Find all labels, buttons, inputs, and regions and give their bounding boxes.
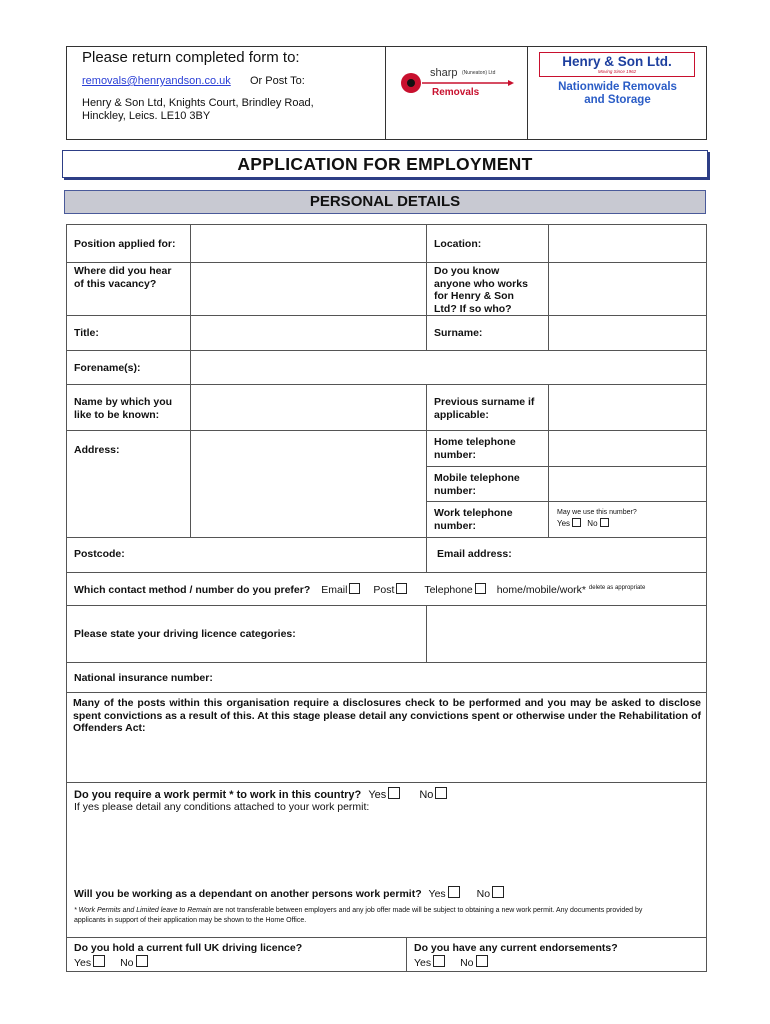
sharp-logo-word: sharp — [430, 67, 458, 79]
full-uk-no-checkbox[interactable] — [136, 955, 148, 967]
known-as-input[interactable] — [191, 385, 425, 429]
contact-telephone-checkbox[interactable] — [475, 583, 486, 594]
surname-input[interactable] — [549, 316, 706, 349]
row-rule — [66, 572, 707, 573]
position-label: Position applied for: — [74, 238, 176, 250]
dependant-no-label: No — [476, 888, 491, 900]
know-anyone-input[interactable] — [549, 263, 706, 314]
return-address-line2: Hinckley, Leics. LE10 3BY — [82, 110, 211, 122]
work-permit-no-label: No — [419, 789, 434, 801]
address-label: Address: — [74, 444, 120, 456]
row-rule — [66, 692, 707, 693]
dependant-yes-label: Yes — [428, 888, 446, 900]
full-uk-yes-label: Yes — [74, 957, 92, 969]
henry-logo-title: Henry & Son Ltd. — [562, 54, 672, 69]
position-input[interactable] — [191, 225, 425, 261]
full-uk-no-label: No — [120, 957, 134, 969]
email-address-input[interactable] — [549, 538, 706, 571]
may-use-no-label: No — [587, 519, 598, 528]
email-address-label: Email address: — [437, 548, 512, 560]
forenames-label: Forename(s): — [74, 362, 141, 374]
surname-label: Surname: — [434, 327, 483, 339]
postcode-label: Postcode: — [74, 548, 125, 560]
endorsements-yes-label: Yes — [414, 957, 432, 969]
header-divider-2 — [527, 46, 528, 140]
footnote-rest: are not transferable between employers and any job offer made will be subject to obtaining a new work permit. Any documents provided by applicants in support of their application may be shown to the Home Office. — [74, 907, 643, 924]
work-permit-footnote — [74, 906, 674, 925]
contact-method-row — [74, 583, 645, 596]
contact-post-label: Post — [373, 584, 395, 596]
henry-son-logo — [535, 52, 700, 112]
where-hear-label: Where did you hear of this vacancy? — [74, 265, 172, 290]
contact-email-label: Email — [321, 584, 348, 596]
endorsements-no-label: No — [460, 957, 474, 969]
address-input[interactable] — [191, 431, 425, 536]
work-permit-question: Do you require a work permit * to work in this country? — [74, 789, 362, 801]
dependant-row — [74, 886, 506, 900]
work-permit-row — [74, 787, 449, 801]
home-tel-input[interactable] — [549, 431, 706, 465]
dependant-question: Will you be working as a dependant on another persons work permit? — [74, 888, 422, 900]
driving-categories-label: Please state your driving licence categories: — [74, 628, 296, 640]
previous-surname-input[interactable] — [549, 385, 706, 429]
location-input[interactable] — [549, 225, 706, 261]
row-rule — [426, 501, 707, 502]
mobile-tel-input[interactable] — [549, 467, 706, 500]
work-permit-conditions-input[interactable] — [67, 818, 706, 880]
col-rule — [406, 937, 407, 972]
form-title-bar — [62, 150, 708, 178]
contact-telephone-label: Telephone — [424, 584, 473, 596]
dependant-no-checkbox[interactable] — [492, 886, 504, 898]
forenames-input[interactable] — [191, 351, 706, 383]
may-use-yes-checkbox[interactable] — [572, 518, 581, 527]
footnote-italic: * Work Permits and Limited leave to Remain — [74, 907, 212, 914]
where-hear-input[interactable] — [191, 263, 425, 314]
or-post-to: Or Post To: — [250, 75, 305, 87]
ni-number-input[interactable] — [240, 663, 706, 691]
full-uk-licence-options — [74, 955, 150, 969]
henry-logo-line2: and Storage — [584, 94, 651, 106]
work-permit-no-checkbox[interactable] — [435, 787, 447, 799]
driving-categories-input[interactable] — [427, 606, 706, 661]
henry-logo-badge — [539, 52, 695, 77]
sharp-removals-logo — [396, 64, 518, 104]
col-rule — [426, 224, 427, 350]
section-title: PERSONAL DETAILS — [309, 193, 461, 210]
full-uk-yes-checkbox[interactable] — [93, 955, 105, 967]
form-title: APPLICATION FOR EMPLOYMENT — [237, 154, 533, 174]
return-email-link[interactable]: removals@henryandson.co.uk — [82, 75, 231, 87]
disclosure-text: Many of the posts within this organisation require a disclosures check to be performed and you may be asked to disclose spent convictions as a result of this. At this stage please detail any convictions spent or otherwise under the Rehabilitation of Offenders Act: — [73, 697, 701, 734]
title-label: Title: — [74, 327, 99, 339]
work-permit-yes-checkbox[interactable] — [388, 787, 400, 799]
may-use-number-options — [557, 518, 611, 528]
contact-email-checkbox[interactable] — [349, 583, 360, 594]
postcode-input[interactable] — [191, 538, 425, 571]
disclosure-input[interactable] — [67, 738, 706, 781]
endorsements-options — [414, 955, 490, 969]
previous-surname-label: Previous surname if applicable: — [434, 396, 535, 421]
contact-method-question: Which contact method / number do you prefer? — [74, 584, 311, 596]
contact-hmw-note: delete as appropriate — [588, 585, 646, 591]
known-as-label: Name by which you like to be known: — [74, 396, 173, 421]
know-anyone-label: Do you know anyone who works for Henry & Son Ltd? If so who? — [434, 265, 528, 315]
row-rule — [66, 782, 707, 783]
return-title: Please return completed form to: — [82, 49, 300, 66]
return-address-line1: Henry & Son Ltd, Knights Court, Brindley Road, — [82, 97, 314, 109]
row-rule — [66, 937, 707, 938]
ni-number-label: National insurance number: — [74, 672, 213, 684]
may-use-yes-label: Yes — [557, 519, 571, 528]
sharp-logo-disc-icon — [400, 72, 422, 94]
work-tel-label: Work telephone number: — [434, 507, 513, 532]
work-permit-yes-label: Yes — [368, 789, 387, 801]
dependant-yes-checkbox[interactable] — [448, 886, 460, 898]
sharp-logo-removals: Removals — [432, 87, 480, 98]
contact-hmw-label: home/mobile/work* — [496, 584, 586, 596]
may-use-number-label: May we use this number? — [557, 509, 637, 516]
location-label: Location: — [434, 238, 482, 250]
henry-logo-since: Moving Since 1962 — [597, 69, 637, 74]
col-rule — [426, 384, 427, 572]
endorsements-question: Do you have any current endorsements? — [414, 942, 618, 954]
henry-logo-line1: Nationwide Removals — [558, 81, 677, 93]
contact-post-checkbox[interactable] — [396, 583, 407, 594]
header-divider-1 — [385, 46, 386, 140]
home-tel-label: Home telephone number: — [434, 436, 516, 461]
endorsements-yes-checkbox[interactable] — [433, 955, 445, 967]
may-use-no-checkbox[interactable] — [600, 518, 609, 527]
section-title-bar — [64, 190, 706, 214]
sharp-logo-small: (Nuneaton) Ltd — [462, 70, 496, 76]
title-input[interactable] — [191, 316, 425, 349]
endorsements-no-checkbox[interactable] — [476, 955, 488, 967]
mobile-tel-label: Mobile telephone number: — [434, 472, 520, 497]
work-permit-detail: If yes please detail any conditions attached to your work permit: — [74, 801, 370, 813]
full-uk-licence-question: Do you hold a current full UK driving licence? — [74, 942, 303, 954]
